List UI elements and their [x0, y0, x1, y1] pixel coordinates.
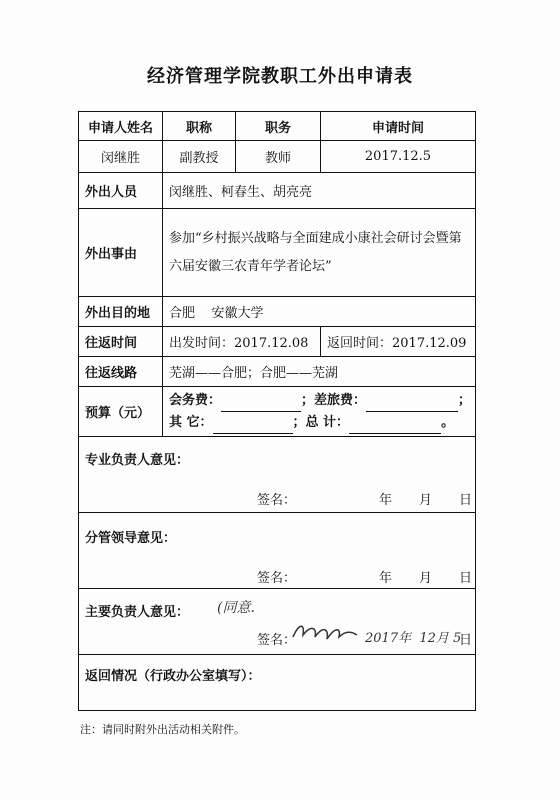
purpose-line-1: 参加“乡村振兴战略与全面建成小康社会研讨会暨第 [169, 230, 462, 246]
opinion3-section [79, 588, 475, 654]
handwritten-date: 2017年 12月 5 [365, 631, 462, 646]
opinion2-section [79, 512, 475, 588]
route-row [79, 356, 475, 386]
budget-label: 预算（元） [85, 406, 151, 421]
opinion1-year: 年 [379, 493, 393, 508]
time-label: 往返时间 [85, 336, 138, 351]
opinion2-day: 日 [459, 571, 473, 586]
form-table [78, 111, 476, 711]
header-duty: 职务 [235, 112, 320, 140]
meeting-fee-label: 会务费： [169, 392, 222, 408]
opinion2-year: 年 [379, 571, 393, 586]
depart-time: 出发时间：2017.12.08 [162, 327, 320, 356]
destination-value: 合肥 安徽大学 [162, 297, 475, 326]
destination-row [79, 296, 475, 326]
other-fee-label: 其 它： [169, 414, 213, 430]
opinion2-month: 月 [419, 571, 433, 586]
travel-fee-label: ；差旅费： [301, 392, 367, 408]
travel-fee-field[interactable] [366, 399, 458, 412]
purpose-label: 外出事由 [85, 247, 138, 262]
participants-value: 闵继胜、柯春生、胡亮亮 [162, 173, 475, 208]
participants-row [79, 172, 475, 208]
opinion1-sign-label: 签名： [257, 493, 297, 508]
budget-fields [162, 387, 475, 436]
participants-label: 外出人员 [85, 185, 138, 200]
applicant-date: 2017.12.5 [320, 141, 475, 172]
return-time: 返回时间：2017.12.09 [320, 327, 475, 356]
budget-line-2 [169, 412, 454, 434]
opinion3-label: 主要负责人意见： [85, 605, 190, 620]
route-value: 芜湖——合肥；合肥——芜湖 [162, 357, 475, 386]
handwritten-signature [289, 619, 361, 645]
opinion3-sign-label: 签名： [257, 633, 297, 648]
return-info-label: 返回情况（行政办公室填写）： [85, 669, 261, 684]
applicant-row [79, 140, 475, 172]
opinion2-label: 分管领导意见： [85, 531, 177, 546]
form-title: 经济管理学院教职工外出申请表 [147, 66, 413, 87]
budget-row [79, 386, 475, 436]
purpose-row [79, 208, 475, 296]
budget-end-1: ； [458, 392, 472, 408]
applicant-position: 副教授 [162, 141, 235, 172]
opinion1-day: 日 [459, 493, 473, 508]
handwritten-opinion: (同意. [217, 600, 255, 616]
purpose-line-2: 六届安徽三农青年学者论坛” [169, 258, 332, 274]
applicant-duty: 教师 [235, 141, 320, 172]
opinion1-month: 月 [419, 493, 433, 508]
budget-line-1 [169, 390, 471, 412]
other-fee-field[interactable] [213, 421, 293, 434]
opinion3-day: 日 [459, 633, 473, 648]
return-info-section [79, 654, 475, 710]
purpose-value [162, 209, 475, 296]
header-date: 申请时间 [320, 112, 475, 140]
time-row [79, 326, 475, 356]
total-fee-label: ；总 计： [292, 414, 350, 430]
budget-end-2: 。 [441, 414, 455, 430]
opinion1-label: 专业负责人意见： [85, 453, 190, 468]
applicant-name: 闵继胜 [100, 151, 140, 166]
meeting-fee-field[interactable] [221, 399, 301, 412]
header-position: 职称 [162, 112, 235, 140]
header-applicant-name: 申请人姓名 [87, 120, 153, 136]
header-row [79, 112, 475, 140]
footnote: 注：请同时附外出活动相关附件。 [80, 723, 245, 736]
opinion2-sign-label: 签名： [257, 571, 297, 586]
opinion1-section [79, 436, 475, 512]
destination-label: 外出目的地 [85, 306, 151, 321]
route-label: 往返线路 [85, 366, 138, 381]
total-fee-field[interactable] [349, 421, 441, 434]
